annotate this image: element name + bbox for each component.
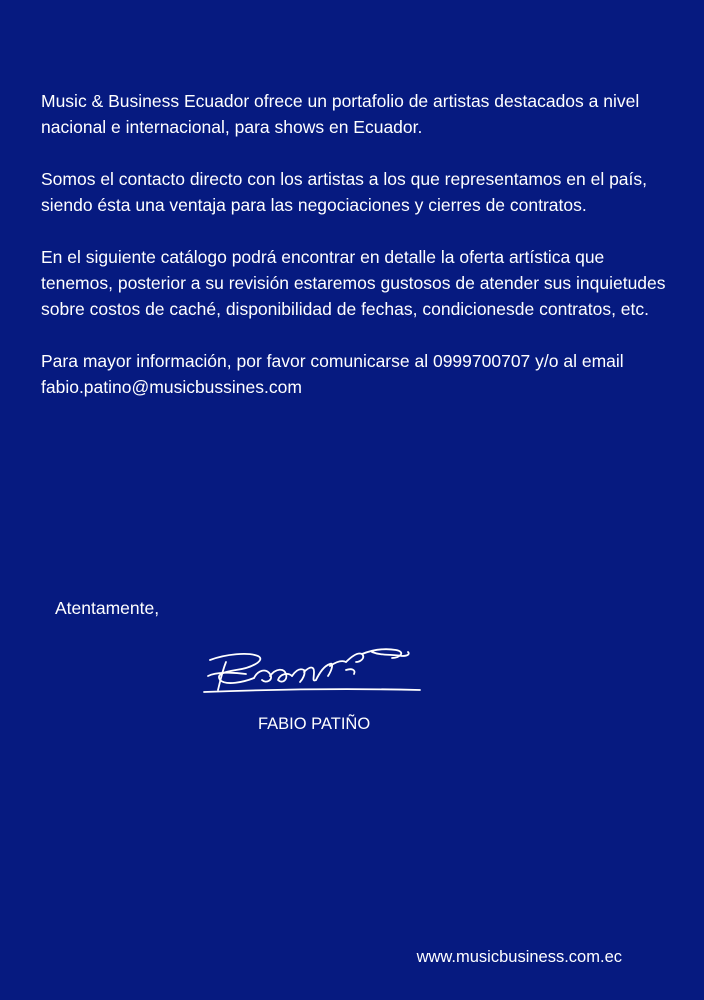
paragraph-direct-contact: Somos el contacto directo con los artistas a los que representamos en el país, siendo ésta una ventaja para las negociaciones y cierres de contratos. — [41, 169, 648, 215]
paragraph-intro: Music & Business Ecuador ofrece un portafolio de artistas destacados a nivel nacional e internacional, para shows en Ecuador. — [41, 91, 640, 137]
handwritten-signature — [196, 632, 426, 702]
website-url: www.musicbusiness.com.ec — [416, 948, 622, 966]
paragraph-catalog: En el siguiente catálogo podrá encontrar en detalle la oferta artística que tenemos, posterior a su revisión estaremos gustosos de atender sus inquietudes sobre costos de caché, disponibilidad de fechas, condicionesde contratos, etc. — [41, 247, 666, 319]
letter-body — [41, 88, 681, 426]
closing-salutation: Atentamente, — [55, 598, 160, 618]
paragraph-contact-info: Para mayor información, por favor comunicarse al 0999700707 y/o al email fabio.patino@musicbussines.com — [41, 351, 624, 397]
signer-name: FABIO PATIÑO — [258, 715, 371, 733]
